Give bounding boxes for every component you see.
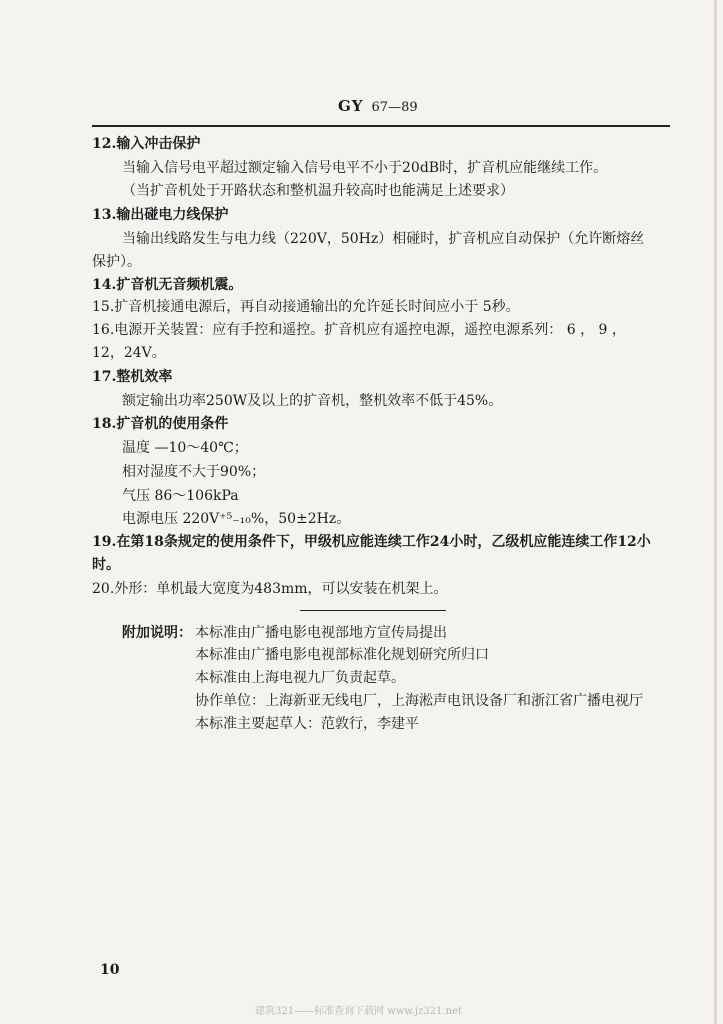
section-15: 15.扩音机接通电源后，再自动接通输出的允许延长时间应小于 5秒。 [92,299,520,315]
section-13-title: 13.输出碰电力线保护 [92,207,229,223]
section-12-note: （当扩音机处于开路状态和整机温升较高时也能满足上述要求） [122,183,514,199]
notes-divider [300,610,446,611]
section-16-cont: 12，24V。 [92,345,166,361]
note-proposer: 本标准由广播电影电视部地方宣传局提出 [195,625,447,641]
section-16: 16.电源开关装置：应有手控和遥控。扩音机应有遥控电源，遥控电源系列： 6 ， 9 ， [92,322,626,338]
section-17-body: 额定输出功率250W及以上的扩音机，整机效率不低于45%。 [122,393,503,409]
section-18-title: 18.扩音机的使用条件 [92,416,229,432]
note-collaborators: 协作单位：上海新亚无线电厂，上海淞声电讯设备厂和浙江省广播电视厅 [195,693,643,709]
header-number: 67—89 [371,100,418,115]
site-watermark: 建筑321——标准查询下载网 www.jz321.net [255,1006,462,1017]
section-13-body: 当输出线路发生与电力线（220V，50Hz）相碰时，扩音机应自动保护（允许断熔丝 [122,231,645,247]
condition-humidity: 相对湿度不大于90%； [122,464,266,480]
section-14: 14.扩音机无音频机震。 [92,277,243,293]
condition-pressure: 气压 86～106kPa [122,488,239,504]
section-19-cont: 时。 [92,557,120,573]
note-drafter: 本标准由上海电视九厂负责起草。 [195,670,405,686]
note-administrator: 本标准由广播电影电视部标准化规划研究所归口 [195,647,489,663]
section-19: 19.在第18条规定的使用条件下，甲级机应能连续工作24小时，乙级机应能连续工作12小 [92,534,651,550]
page-number: 10 [100,962,120,978]
notes-label: 附加说明： [122,625,192,641]
header-rule [92,125,670,127]
scan-edge [714,0,717,1024]
section-20: 20.外形：单机最大宽度为483mm，可以安装在机架上。 [92,581,448,597]
header-code: GY [338,97,364,115]
section-13-body-cont: 保护）。 [92,254,141,270]
section-17-title: 17.整机效率 [92,369,173,385]
section-12-body: 当输入信号电平超过额定输入信号电平不小于20dB时，扩音机应能继续工作。 [122,160,608,176]
condition-power: 电源电压 220V⁺⁵₋₁₀%，50±2Hz。 [122,511,351,527]
note-authors: 本标准主要起草人：范敦行，李建平 [195,716,419,732]
condition-temperature: 温度 —10～40℃； [122,440,248,456]
standard-header [338,97,418,115]
section-12-title: 12.输入冲击保护 [92,136,201,152]
